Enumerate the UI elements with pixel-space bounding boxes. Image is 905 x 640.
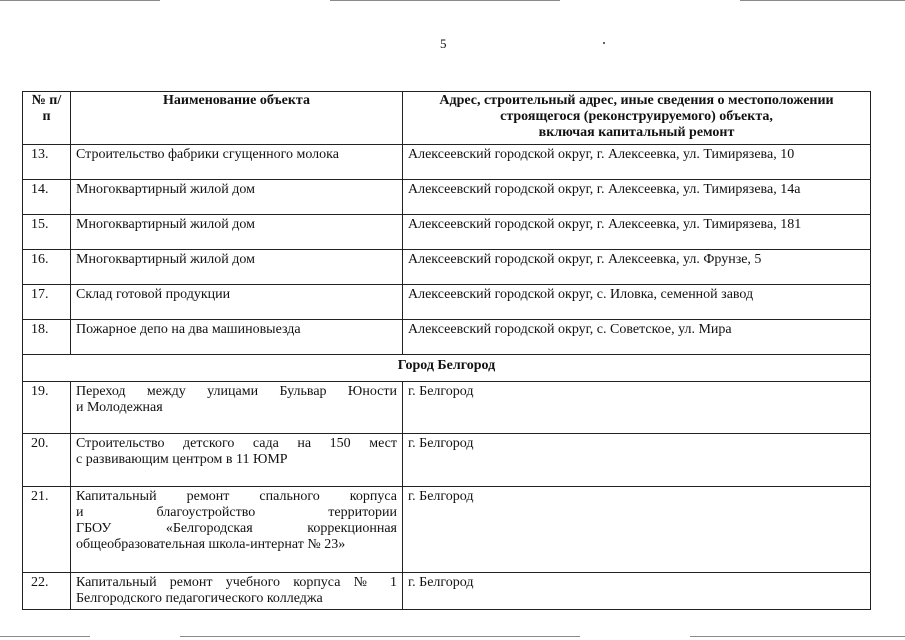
row-number: 18. [23,320,71,355]
row-number: 16. [23,250,71,285]
row-name-line: Капитальный ремонт спального корпуса [76,489,397,504]
row-name [71,487,403,573]
table-row [23,320,871,355]
row-name-line: Переход между улицами Бульвар Юности [76,384,397,399]
row-address: Алексеевский городской округ, г. Алексеевка, ул. Тимирязева, 10 [403,145,871,180]
header-name: Наименование объекта [71,92,403,145]
row-name-line: и Молодежная [76,400,163,415]
header-address-line2: строящегося (реконструируемого) объекта, [500,109,773,124]
row-name: Пожарное депо на два машиновыезда [71,320,403,355]
row-name: Склад готовой продукции [71,285,403,320]
objects-table [22,91,871,610]
header-address [403,92,871,145]
row-name: Многоквартирный жилой дом [71,215,403,250]
row-address: г. Белгород [403,434,871,487]
table-row [23,434,871,487]
top-edge-line-mid [330,0,560,1]
scan-speck [603,42,605,44]
row-name [71,434,403,487]
row-name-line: Белгородского педагогического колледжа [76,591,323,606]
table-row [23,250,871,285]
top-edge-line-left [0,0,160,1]
row-number: 14. [23,180,71,215]
section-title: Город Белгород [23,355,871,382]
row-address: г. Белгород [403,573,871,610]
row-number: 20. [23,434,71,487]
table-row [23,285,871,320]
header-address-line1: Адрес, строительный адрес, иные сведения о местоположении [439,93,834,108]
row-name [71,382,403,434]
row-address: г. Белгород [403,487,871,573]
row-address: Алексеевский городской округ, г. Алексеевка, ул. Фрунзе, 5 [403,250,871,285]
header-address-line3: включая капитальный ремонт [538,125,735,140]
row-address: г. Белгород [403,382,871,434]
row-address: Алексеевский городской округ, г. Алексеевка, ул. Тимирязева, 14а [403,180,871,215]
row-name-line: с развивающим центром в 11 ЮМР [76,452,288,467]
page-number: 5 [440,36,447,51]
table-row [23,382,871,434]
top-edge-line-right [740,0,905,1]
row-number: 22. [23,573,71,610]
table-row [23,145,871,180]
table-row [23,215,871,250]
table-row [23,487,871,573]
row-number: 13. [23,145,71,180]
row-name-line: и благоустройство территории [76,505,397,520]
row-name-line: общеобразовательная школа-интернат № 23» [76,537,346,552]
section-header-row [23,355,871,382]
row-address: Алексеевский городской округ, с. Иловка, семенной завод [403,285,871,320]
bottom-edge-line-left [0,636,90,637]
row-name: Многоквартирный жилой дом [71,250,403,285]
row-number: 15. [23,215,71,250]
row-number: 19. [23,382,71,434]
row-name: Многоквартирный жилой дом [71,180,403,215]
row-name-line: ГБОУ «Белгородская коррекционная [76,521,397,536]
bottom-edge-line-mid [180,636,580,637]
table-row [23,573,871,610]
row-number: 21. [23,487,71,573]
table-row [23,180,871,215]
row-address: Алексеевский городской округ, г. Алексеевка, ул. Тимирязева, 181 [403,215,871,250]
row-address: Алексеевский городской округ, с. Советское, ул. Мира [403,320,871,355]
row-number: 17. [23,285,71,320]
table-header-row [23,92,871,145]
bottom-edge-line-right [690,636,905,637]
row-name: Строительство фабрики сгущенного молока [71,145,403,180]
header-number: № п/п [23,92,71,145]
row-name-line: Строительство детского сада на 150 мест [76,436,397,451]
row-name-line: Капитальный ремонт учебного корпуса № 1 [76,575,397,590]
row-name [71,573,403,610]
